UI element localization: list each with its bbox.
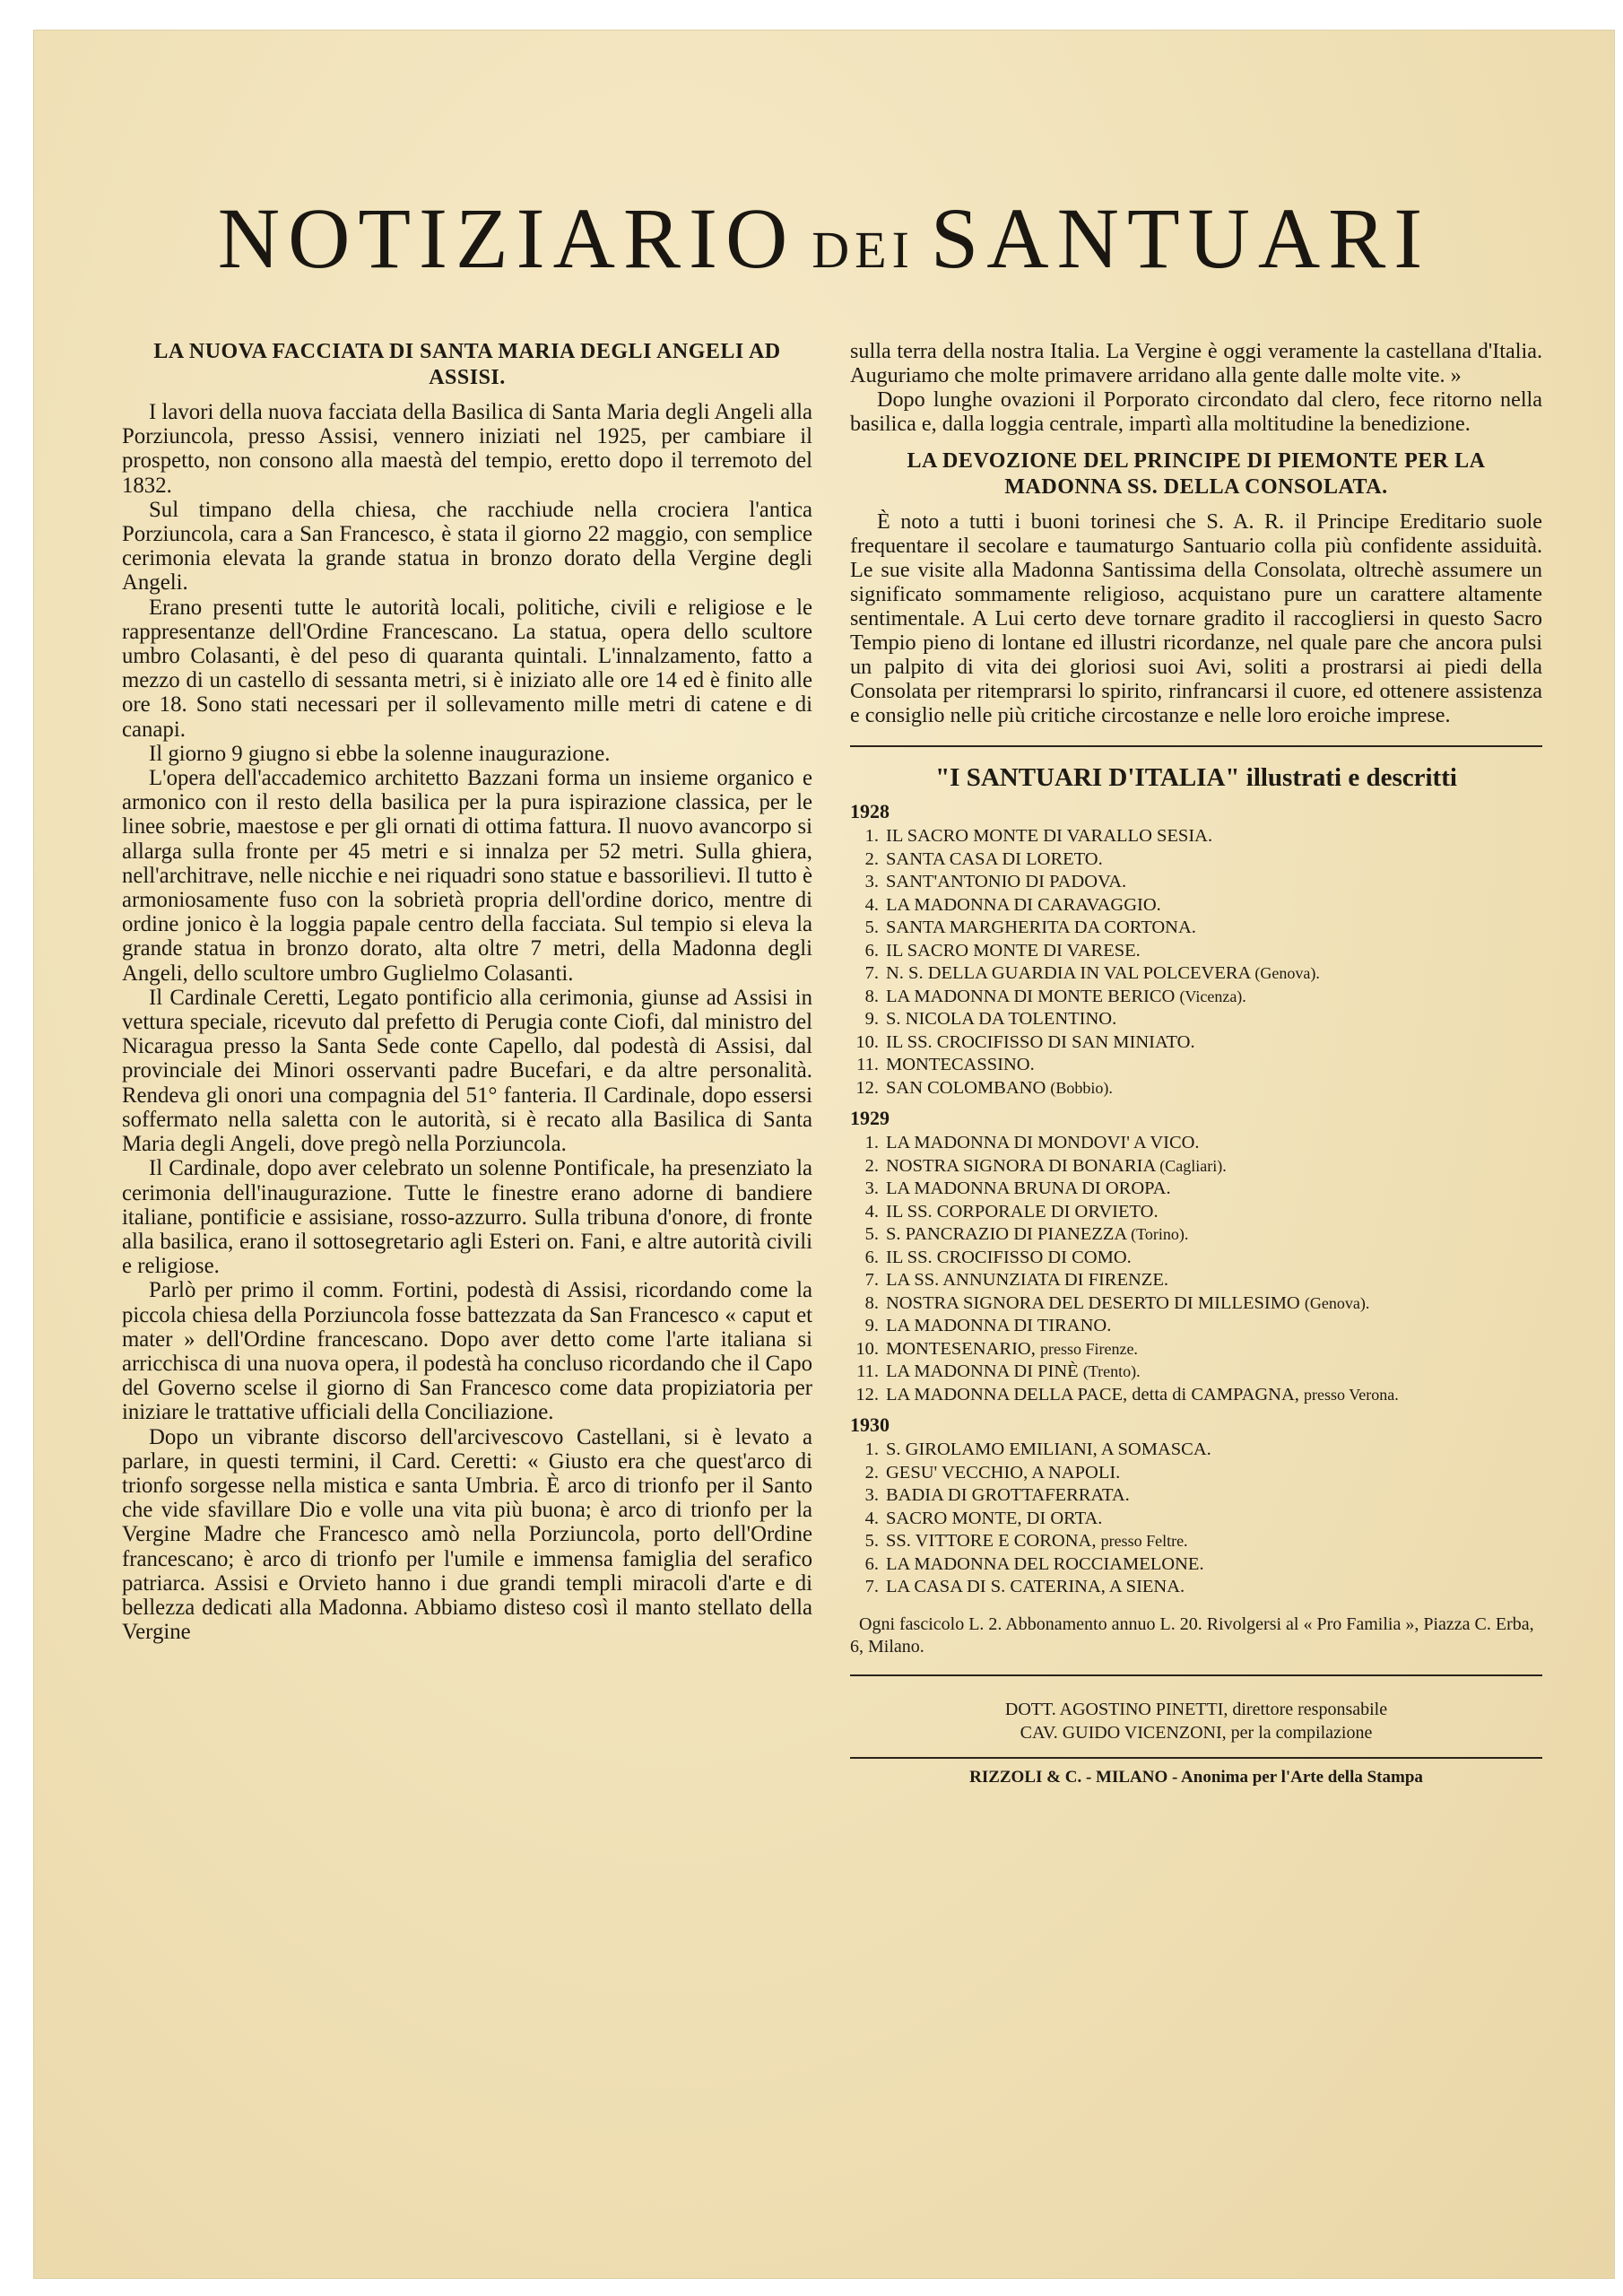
issue-number: 5. bbox=[864, 1224, 879, 1244]
issue-item bbox=[850, 1530, 1542, 1553]
credit-director: DOTT. AGOSTINO PINETTI, direttore responsabile bbox=[1004, 1699, 1388, 1719]
credits bbox=[850, 1698, 1542, 1744]
issue-title: GESU' VECCHIO, A NAPOLI. bbox=[886, 1462, 1121, 1483]
article-paragraph: Il Cardinale, dopo aver celebrato un solenne Pontificale, ha presenziato la cerimonia dell'inaugurazione. Tutte le finestre erano adorne di bandiere italiane, pontificie e assisiane, rosso-azzurro. Sulla tribuna d'onore, di fronte alla basilica, erano il sottosegretario agli Esteri on. Fani, e altre autorità civili e religiose. bbox=[122, 1156, 812, 1279]
issue-title: IL SS. CROCIFISSO DI COMO. bbox=[886, 1247, 1132, 1267]
article-paragraph: Dopo un vibrante discorso dell'arcivescovo Castellani, si è levato a parlare, in questi termini, il Card. Ceretti: « Giusto era che quest'arco di trionfo sorgesse nella mistica e santa Umbria. È arco di trionfo per il Santo che vide sfavillare Dio e volle una vita più buona; è arco di trionfo per la Vergine Madre che Francesco amò nella Porziuncola, porto dell'Ordine francescano; è arco di trionfo per l'umile e immensa famiglia del serafico patriarca. Assisi e Orvieto hanno i due grandi templi miracoli d'arte e di bellezza dedicati alla Madonna. Abbiamo disteso così il manto stellato della Vergine bbox=[122, 1424, 812, 1645]
issue-number: 12. bbox=[855, 1384, 879, 1405]
issue-location-note: (Torino). bbox=[1131, 1225, 1189, 1243]
masthead bbox=[34, 188, 1614, 288]
divider bbox=[850, 745, 1542, 747]
issue-item bbox=[850, 1178, 1542, 1201]
issue-title: IL SS. CORPORALE DI ORVIETO. bbox=[886, 1201, 1159, 1222]
issue-number: 1. bbox=[864, 826, 879, 846]
issue-number: 2. bbox=[864, 1462, 879, 1483]
issue-title: IL SACRO MONTE DI VARALLO SESIA. bbox=[886, 826, 1213, 846]
issue-item bbox=[850, 1484, 1542, 1508]
issue-item bbox=[850, 1247, 1542, 1270]
issue-item bbox=[850, 1315, 1542, 1338]
issue-title: IL SS. CROCIFISSO DI SAN MINIATO. bbox=[886, 1031, 1195, 1052]
issue-item bbox=[850, 1269, 1542, 1292]
issue-title: SAN COLOMBANO bbox=[886, 1077, 1046, 1098]
issue-number: 12. bbox=[855, 1077, 879, 1098]
issue-title: LA MADONNA DI MONDOVI' A VICO. bbox=[886, 1133, 1200, 1152]
issue-item bbox=[850, 1338, 1542, 1361]
article-paragraph: I lavori della nuova facciata della Basilica di Santa Maria degli Angeli alla Porziuncola, presso Assisi, vennero iniziati nel 1925, per cambiare il prospetto, non consono alla maestà del tempio, eretto dopo il terremoto del 1832. bbox=[122, 400, 812, 498]
issue-number: 2. bbox=[864, 1155, 879, 1176]
issue-number: 8. bbox=[864, 986, 879, 1006]
issue-title: NOSTRA SIGNORA DI BONARIA bbox=[886, 1155, 1156, 1176]
right-column bbox=[850, 339, 1542, 1787]
issue-title: LA MADONNA DI TIRANO. bbox=[886, 1316, 1112, 1335]
year-heading: 1928 bbox=[850, 800, 890, 822]
issue-title: IL SACRO MONTE DI VARESE. bbox=[886, 940, 1141, 961]
article-paragraph: Sul timpano della chiesa, che racchiude nella crociera l'antica Porziuncola, cara a San Francesco, è stata il giorno 22 maggio, con semplice cerimonia elevata la grande statua in bronzo dorato della Vergine degli Angeli. bbox=[122, 497, 812, 596]
issue-item bbox=[850, 1054, 1542, 1077]
issue-location-note: (Genova). bbox=[1304, 1293, 1370, 1312]
issue-number: 6. bbox=[864, 1553, 879, 1574]
issue-number: 7. bbox=[864, 963, 879, 983]
issue-item bbox=[850, 940, 1542, 963]
masthead-word-3: SANTUARI bbox=[930, 190, 1431, 286]
issue-location-note: presso Feltre. bbox=[1100, 1532, 1188, 1550]
year-heading: 1930 bbox=[850, 1413, 890, 1436]
issue-title: S. GIROLAMO EMILIANI, A SOMASCA. bbox=[886, 1439, 1211, 1459]
article-paragraph: Erano presenti tutte le autorità locali, politiche, civili e religiose e le rappresentanze dell'Ordine Francescano. La statua, opera dello scultore umbro Colasanti, è del peso di quaranta quintali. L'innalzamento, fatto a mezzo di un castello di sessanta metri, si è iniziato alle ore 14 ed è finito alle ore 18. Sono stati necessari per il sollevamento mille metri di catene e di canapi. bbox=[122, 595, 812, 742]
issue-list bbox=[850, 1439, 1542, 1599]
issue-title: LA CASA DI S. CATERINA, A SIENA. bbox=[886, 1577, 1185, 1596]
issue-title: LA MADONNA DI CARAVAGGIO. bbox=[886, 894, 1161, 915]
issue-title: MONTECASSINO. bbox=[886, 1055, 1035, 1074]
article-title-consolata: LA DEVOZIONE DEL PRINCIPE DI PIEMONTE PER LA MADONNA SS. DELLA CONSOLATA. bbox=[907, 449, 1486, 499]
issue-number: 4. bbox=[864, 894, 879, 915]
issue-title: NOSTRA SIGNORA DEL DESERTO DI MILLESIMO bbox=[886, 1292, 1300, 1313]
issue-item bbox=[850, 1031, 1542, 1055]
masthead-word-1: NOTIZIARIO bbox=[217, 190, 796, 286]
issue-number: 1. bbox=[864, 1439, 879, 1459]
issue-title: MONTESENARIO, bbox=[886, 1338, 1036, 1359]
issue-number: 3. bbox=[864, 1485, 879, 1505]
issue-item bbox=[850, 1553, 1542, 1577]
issue-location-note: (Bobbio). bbox=[1050, 1078, 1113, 1097]
issue-item bbox=[850, 917, 1542, 940]
issue-title: SACRO MONTE, DI ORTA. bbox=[886, 1508, 1103, 1528]
issue-title: SANT'ANTONIO DI PADOVA. bbox=[886, 872, 1127, 891]
issue-location-note: (Cagliari). bbox=[1159, 1156, 1227, 1175]
issue-number: 4. bbox=[864, 1201, 879, 1222]
issue-title: N. S. DELLA GUARDIA IN VAL POLCEVERA bbox=[886, 963, 1251, 983]
article-title-facciata: LA NUOVA FACCIATA DI SANTA MARIA DEGLI ANGELI AD ASSISI. bbox=[153, 340, 781, 389]
series-year-block bbox=[850, 1413, 1542, 1599]
series-year-block bbox=[850, 1107, 1542, 1406]
issue-title: SS. VITTORE E CORONA, bbox=[886, 1531, 1097, 1551]
article-continuation: sulla terra della nostra Italia. La Vergine è oggi veramente la castellana d'Italia. Auguriamo che molte primavere arridano alla gente dalle molte vite. » bbox=[850, 339, 1542, 387]
issue-number: 3. bbox=[864, 1178, 879, 1198]
issue-number: 5. bbox=[864, 918, 879, 937]
issue-item bbox=[850, 894, 1542, 918]
issue-title: LA MADONNA DI MONTE BERICO bbox=[886, 986, 1176, 1006]
masthead-word-2: DEI bbox=[812, 221, 915, 279]
issue-title: LA MADONNA DEL ROCCIAMELONE. bbox=[886, 1553, 1204, 1574]
issue-number: 6. bbox=[864, 1247, 879, 1267]
issue-item bbox=[850, 871, 1542, 894]
issue-item bbox=[850, 1077, 1542, 1100]
printer-imprint: RIZZOLI & C. - MILANO - Anonima per l'Arte della Stampa bbox=[969, 1767, 1423, 1787]
issue-item bbox=[850, 848, 1542, 872]
issue-title: LA MADONNA BRUNA DI OROPA. bbox=[886, 1178, 1171, 1198]
issue-list bbox=[850, 1132, 1542, 1406]
issue-location-note: presso Verona. bbox=[1304, 1385, 1399, 1404]
issue-number: 7. bbox=[864, 1270, 879, 1290]
series-year-block bbox=[850, 800, 1542, 1100]
issue-item bbox=[850, 1576, 1542, 1599]
issue-title: BADIA DI GROTTAFERRATA. bbox=[886, 1485, 1130, 1505]
issue-item bbox=[850, 962, 1542, 986]
issue-number: 4. bbox=[864, 1508, 879, 1528]
issue-number: 9. bbox=[864, 1009, 879, 1029]
issue-item bbox=[850, 1155, 1542, 1178]
article-paragraph: Il giorno 9 giugno si ebbe la solenne inaugurazione. bbox=[149, 741, 611, 766]
credit-compiler: CAV. GUIDO VICENZONI, per la compilazione bbox=[1020, 1722, 1373, 1743]
issue-title: LA SS. ANNUNZIATA DI FIRENZE. bbox=[886, 1270, 1168, 1290]
issue-number: 1. bbox=[864, 1133, 879, 1152]
divider bbox=[850, 1674, 1542, 1676]
issue-item bbox=[850, 825, 1542, 848]
issue-location-note: (Vicenza). bbox=[1179, 987, 1246, 1005]
issue-item bbox=[850, 1201, 1542, 1224]
article-paragraph: Il Cardinale Ceretti, Legato pontificio alla cerimonia, giunse ad Assisi in vettura speciale, ricevuto dal prefetto di Perugia conte Ciofi, dal ministro del Nicaragua presso la Santa Sede conte Capello, dal podestà di Assisi, dal provinciale dei Minori osservanti padre Bucefari, e da altre personalità. Rendeva gli onori una compagnia del 51° fanteria. Il Cardinale, dopo essersi soffermato nella saletta con le autorità, si è recato alla Basilica di Santa Maria degli Angeli, dove pregò nella Porziuncola. bbox=[122, 985, 812, 1157]
issue-title: SANTA CASA DI LORETO. bbox=[886, 848, 1103, 869]
article-continuation: Dopo lunghe ovazioni il Porporato circondato dal clero, fece ritorno nella basilica e, dalla loggia centrale, impartì alla moltitudine la benedizione. bbox=[850, 387, 1542, 436]
divider bbox=[850, 1757, 1542, 1759]
issue-title: LA MADONNA DI PINÈ bbox=[886, 1361, 1079, 1381]
issue-item bbox=[850, 1361, 1542, 1384]
issue-item bbox=[850, 1508, 1542, 1531]
issue-list bbox=[850, 825, 1542, 1100]
issue-title: LA MADONNA DELLA PACE, detta di CAMPAGNA, bbox=[886, 1384, 1299, 1405]
issue-item bbox=[850, 1008, 1542, 1031]
article-paragraph: È noto a tutti i buoni torinesi che S. A. R. il Principe Ereditario suole frequentare il secolare e taumaturgo Santuario colla più confidente assiduità. Le sue visite alla Madonna Santissima della Consolata, oltrechè assumere un significato sommamente religioso, acquistano pure un carattere altamente sentimentale. A Lui certo deve tornare gradito il raccogliersi in questo Sacro Tempio pieno di lontane ed illustri ricordanze, nel quale pare che ancora pulsi un palpito di vita dei gloriosi suoi Avi, soliti a prostrarsi ai piedi della Consolata per ritemprarsi lo spirito, rinfrancarsi il cuore, ed ottenere assistenza e consiglio nelle più critiche circostanze e nelle loro eroiche imprese. bbox=[850, 509, 1542, 727]
issue-item bbox=[850, 1292, 1542, 1316]
issue-title: SANTA MARGHERITA DA CORTONA. bbox=[886, 918, 1196, 937]
issue-item bbox=[850, 986, 1542, 1009]
article-paragraph: Parlò per primo il comm. Fortini, podestà di Assisi, ricordando come la piccola chiesa della Porziuncola fosse battezzata da San Francesco « caput et mater » dell'Ordine francescano. Dopo aver detto come l'arte italiana si arricchisca di una nuova opera, il podestà ha concluso ricordando che il Capo del Governo scelse il giorno di San Francesco come data propiziatoria per iniziare le trattative ufficiali della Conciliazione. bbox=[122, 1278, 812, 1425]
issue-number: 3. bbox=[864, 872, 879, 891]
issue-number: 2. bbox=[864, 848, 879, 869]
issue-number: 8. bbox=[864, 1292, 879, 1313]
issue-title: S. PANCRAZIO DI PIANEZZA bbox=[886, 1224, 1127, 1244]
issue-item bbox=[850, 1462, 1542, 1485]
issue-number: 5. bbox=[864, 1531, 879, 1551]
issue-location-note: (Trento). bbox=[1082, 1362, 1141, 1380]
newspaper-page bbox=[34, 30, 1614, 2278]
issue-item bbox=[850, 1223, 1542, 1247]
issue-location-note: presso Firenze. bbox=[1039, 1339, 1138, 1358]
issue-number: 10. bbox=[855, 1338, 879, 1359]
issue-item bbox=[850, 1132, 1542, 1155]
article-paragraph: L'opera dell'accademico architetto Bazzani forma un insieme organico e armonico con il resto della basilica per la pura ispirazione classica, per le linee sobrie, maestose e per gli ornati di ottima fattura. Il nuovo avancorpo si allarga sulla fronte per 45 metri e si innalza per 52 metri. Sulla ghiera, nell'architrave, nelle nicchie e nei riquadri sono statue e bassorilievi. Il tutto è armoniosamente fuso con la sobrietà propria dell'ordine dorico, mentre di ordine jonico è la loggia papale centro della facciata. Sul tempio si eleva la grande statua in bronzo dorato, alta oltre 7 metri, della Madonna degli Angeli, dello scultore umbro Guglielmo Colasanti. bbox=[122, 766, 812, 986]
issue-location-note: (Genova). bbox=[1254, 964, 1320, 982]
year-heading: 1929 bbox=[850, 1107, 890, 1129]
issue-title: S. NICOLA DA TOLENTINO. bbox=[886, 1009, 1117, 1029]
issue-number: 11. bbox=[856, 1055, 879, 1074]
issue-item bbox=[850, 1384, 1542, 1407]
subscription-info: Ogni fascicolo L. 2. Abbonamento annuo L. 20. Rivolgersi al « Pro Familia », Piazza C. Erba, 6, Milano. bbox=[850, 1613, 1534, 1657]
issue-item bbox=[850, 1439, 1542, 1462]
issue-number: 7. bbox=[864, 1577, 879, 1596]
series-title: "I SANTUARI D'ITALIA" illustrati e descritti bbox=[935, 763, 1457, 792]
issue-number: 9. bbox=[864, 1316, 879, 1335]
issue-number: 11. bbox=[856, 1361, 879, 1381]
left-column bbox=[122, 339, 812, 1644]
issue-number: 6. bbox=[864, 940, 879, 961]
issue-number: 10. bbox=[855, 1031, 879, 1052]
